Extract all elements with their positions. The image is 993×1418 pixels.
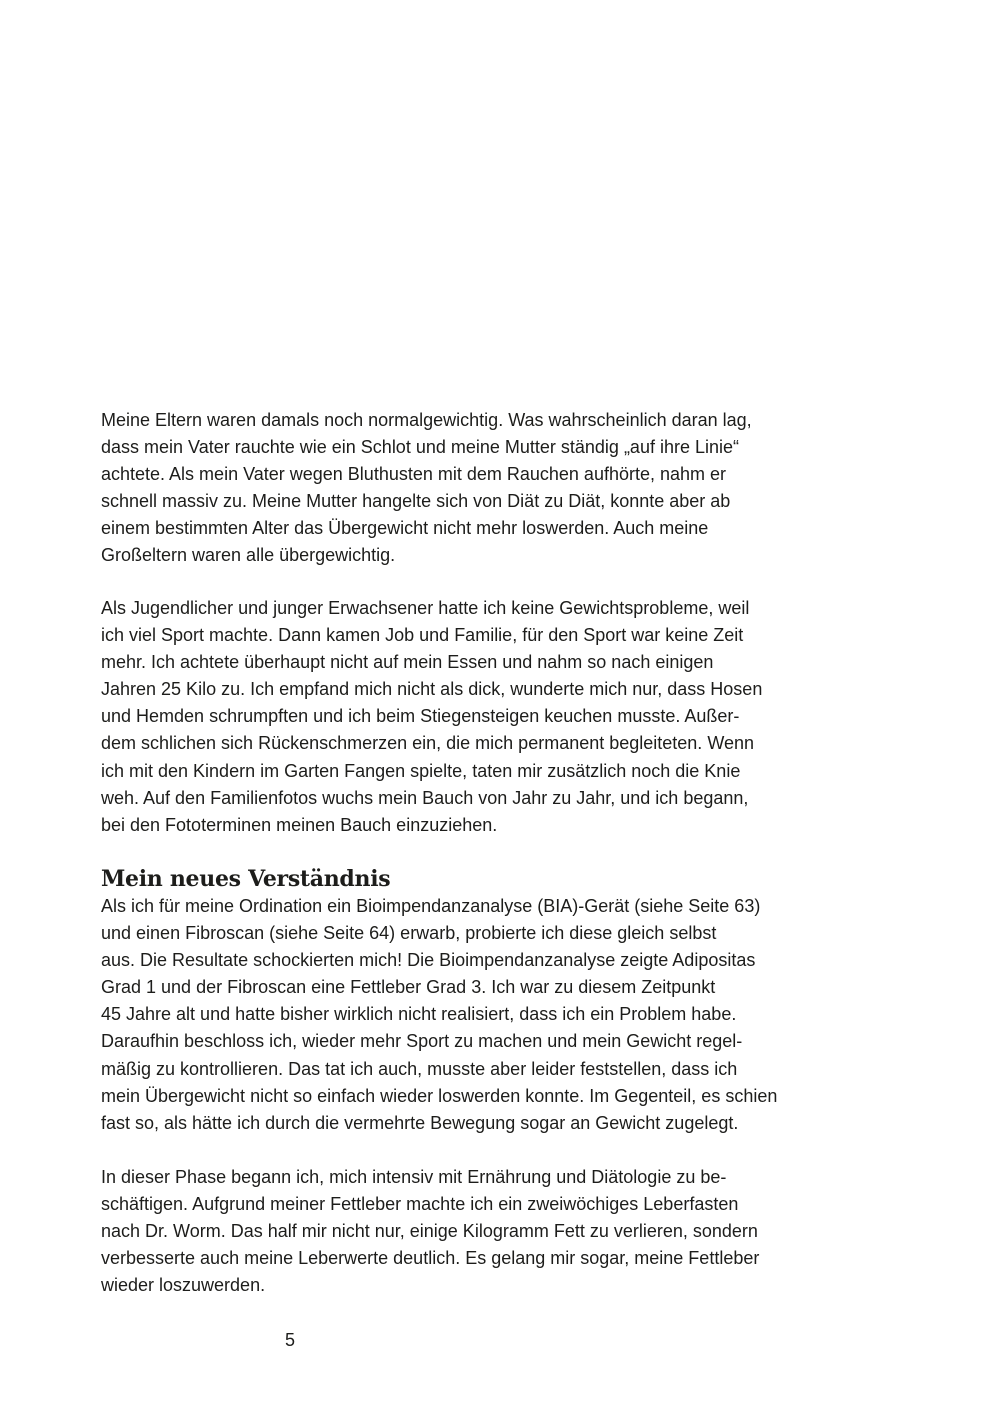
paragraph: [101, 407, 861, 570]
text-line: und Hemden schrumpften und ich beim Stiegensteigen keuchen musste. Außer-: [101, 706, 740, 727]
section-heading: Mein neues Verständnis: [101, 866, 391, 892]
text-line: mein Übergewicht nicht so einfach wieder loswerden konnte. Im Gegenteil, es schien: [101, 1085, 778, 1106]
paragraph: [101, 595, 861, 839]
text-line: einem bestimmten Alter das Übergewicht nicht mehr loswerden. Auch meine: [101, 518, 709, 539]
paragraph: [101, 893, 861, 1137]
text-line: wieder loszuwerden.: [101, 1275, 266, 1296]
text-line: nach Dr. Worm. Das half mir nicht nur, einige Kilogramm Fett zu verlieren, sondern: [101, 1221, 758, 1242]
text-line: schnell massiv zu. Meine Mutter hangelte sich von Diät zu Diät, konnte aber ab: [101, 491, 731, 512]
text-line: ich viel Sport machte. Dann kamen Job und Familie, für den Sport war keine Zeit: [101, 625, 744, 646]
text-line: achtete. Als mein Vater wegen Bluthusten mit dem Rauchen aufhörte, nahm er: [101, 464, 727, 485]
text-line: Großeltern waren alle übergewichtig.: [101, 545, 396, 566]
text-line: bei den Fototerminen meinen Bauch einzuziehen.: [101, 814, 498, 835]
page-number: 5: [285, 1330, 296, 1350]
text-line: In dieser Phase begann ich, mich intensiv mit Ernährung und Diätologie zu be-: [101, 1167, 727, 1187]
text-line: mäßig zu kontrollieren. Das tat ich auch, musste aber leider feststellen, dass ich: [101, 1058, 738, 1079]
text-line: weh. Auf den Familienfotos wuchs mein Bauch von Jahr zu Jahr, und ich begann,: [101, 787, 749, 808]
text-line: Daraufhin beschloss ich, wieder mehr Sport zu machen und mein Gewicht regel-: [101, 1031, 743, 1052]
text-line: dass mein Vater rauchte wie ein Schlot und meine Mutter ständig „auf ihre Linie“: [101, 437, 739, 458]
text-line: Grad 1 und der Fibroscan eine Fettleber Grad 3. Ich war zu diesem Zeitpunkt: [101, 977, 716, 998]
text-line: fast so, als hätte ich durch die vermehrte Bewegung sogar an Gewicht zugelegt.: [101, 1112, 739, 1133]
text-line: Als ich für meine Ordination ein Bioimpendanzanalyse (BIA)-Gerät (siehe Seite 63): [101, 896, 761, 916]
text-line: ich mit den Kindern im Garten Fangen spielte, taten mir zusätzlich noch die Knie: [101, 760, 741, 781]
text-line: dem schlichen sich Rückenschmerzen ein, die mich permanent begleiteten. Wenn: [101, 733, 755, 754]
text-line: Jahren 25 Kilo zu. Ich empfand mich nicht als dick, wunderte mich nur, dass Hosen: [101, 679, 763, 700]
text-line: Als Jugendlicher und junger Erwachsener hatte ich keine Gewichtsprobleme, weil: [101, 598, 750, 618]
text-line: aus. Die Resultate schockierten mich! Die Bioimpendanzanalyse zeigte Adipositas: [101, 950, 756, 971]
text-line: Meine Eltern waren damals noch normalgewichtig. Was wahrscheinlich daran lag,: [101, 410, 752, 430]
text-line: verbesserte auch meine Leberwerte deutlich. Es gelang mir sogar, meine Fettleber: [101, 1248, 760, 1269]
text-line: schäftigen. Aufgrund meiner Fettleber machte ich ein zweiwöchiges Leberfasten: [101, 1194, 739, 1215]
text-line: 45 Jahre alt und hatte bisher wirklich nicht realisiert, dass ich ein Problem habe.: [101, 1004, 737, 1025]
text-line: mehr. Ich achtete überhaupt nicht auf mein Essen und nahm so nach einigen: [101, 652, 714, 673]
text-line: und einen Fibroscan (siehe Seite 64) erwarb, probierte ich diese gleich selbst: [101, 923, 717, 944]
paragraph: [101, 1164, 861, 1299]
